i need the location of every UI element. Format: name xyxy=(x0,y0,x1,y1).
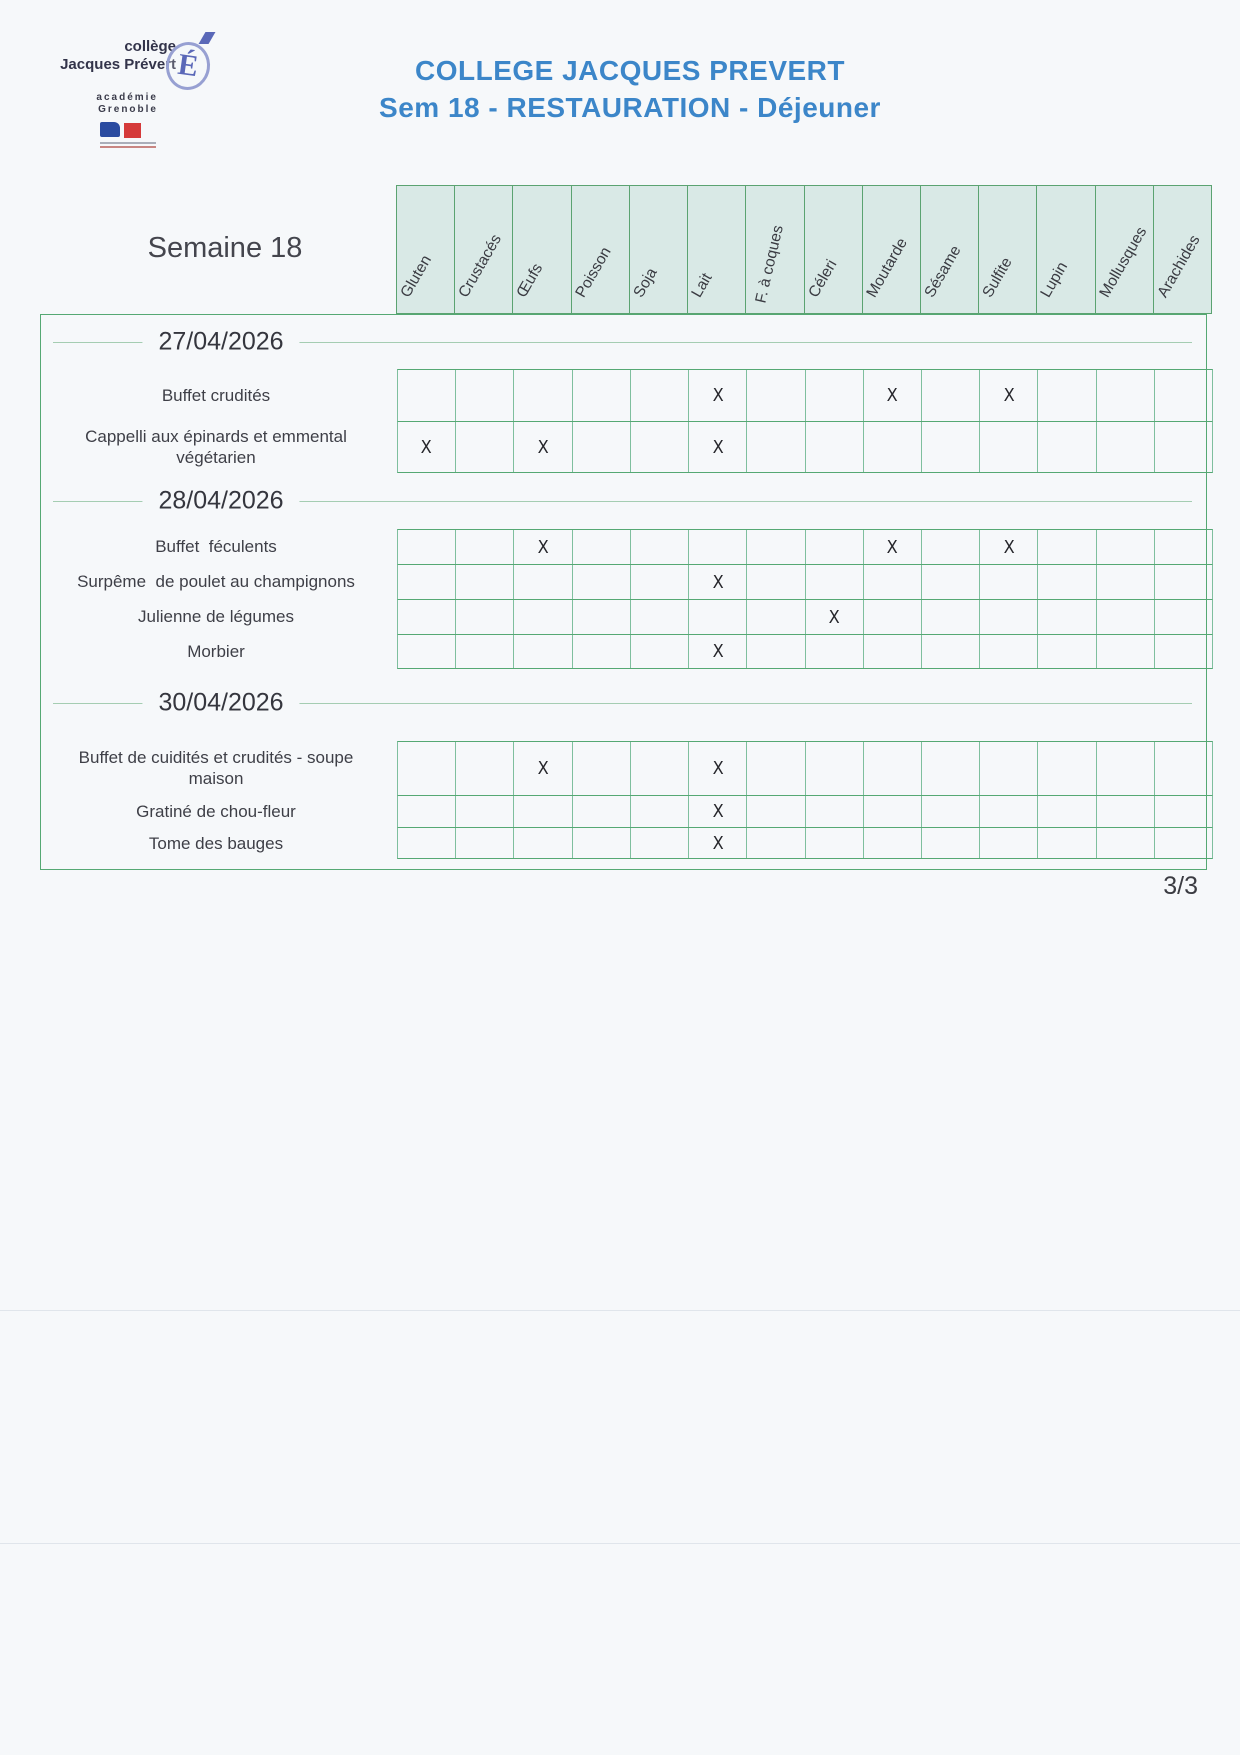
allergen-cell xyxy=(631,422,689,472)
allergen-cell xyxy=(864,635,922,668)
dish-label: Surpême de poulet au champignons xyxy=(77,572,355,591)
allergen-cell xyxy=(1097,796,1155,827)
allergen-label: Soja xyxy=(630,265,661,301)
allergen-cell xyxy=(573,600,631,634)
allergen-label: Gluten xyxy=(397,252,435,301)
allergen-cell xyxy=(573,796,631,827)
allergen-cell xyxy=(514,565,572,599)
allergen-cell xyxy=(1155,742,1212,795)
allergen-cell xyxy=(980,565,1038,599)
allergen-cell xyxy=(689,422,747,472)
allergen-cell xyxy=(689,530,747,564)
allergen-label: Moutarde xyxy=(863,235,911,301)
allergen-cell xyxy=(1097,530,1155,564)
allergen-cells xyxy=(397,369,1213,421)
allergen-cell xyxy=(573,422,631,472)
allergen-cell xyxy=(1038,796,1096,827)
allergen-cell xyxy=(456,742,514,795)
allergen-mark: X xyxy=(712,641,724,662)
allergen-cell xyxy=(514,600,572,634)
menu-row xyxy=(41,827,1206,859)
dish-label: Cappelli aux épinards et emmental végétarien xyxy=(85,427,352,467)
allergen-cell xyxy=(922,635,980,668)
allergen-label: Crustacés xyxy=(455,231,506,301)
allergen-label: Lupin xyxy=(1037,259,1072,301)
allergen-cell xyxy=(1155,530,1212,564)
allergen-header xyxy=(396,185,1212,314)
allergen-cell xyxy=(922,828,980,858)
menu-row xyxy=(41,421,1206,473)
allergen-cell xyxy=(1097,742,1155,795)
allergen-cell xyxy=(573,530,631,564)
allergen-cell xyxy=(631,530,689,564)
allergen-column-header xyxy=(572,186,630,313)
allergen-cells xyxy=(397,741,1213,795)
allergen-label: Poisson xyxy=(572,244,615,301)
allergen-mark: X xyxy=(421,436,433,458)
academie-emblem-icon: É xyxy=(163,39,213,93)
school-logo xyxy=(38,30,218,150)
allergen-column-header xyxy=(397,186,455,313)
week-label: Semaine 18 xyxy=(147,232,303,264)
flag-blue-icon xyxy=(100,122,120,137)
allergen-cell xyxy=(631,796,689,827)
allergen-label: Sulfite xyxy=(979,254,1016,301)
allergen-cell xyxy=(980,422,1038,472)
allergen-cell xyxy=(864,370,922,421)
allergen-cell xyxy=(922,422,980,472)
allergen-cell xyxy=(747,796,805,827)
allergen-mark: X xyxy=(537,758,549,779)
allergen-column-header xyxy=(746,186,804,313)
french-flag-icon xyxy=(100,122,146,138)
dish-label: Julienne de légumes xyxy=(138,607,294,626)
allergen-cell xyxy=(864,422,922,472)
allergen-cells xyxy=(397,634,1213,669)
dish-label: Gratiné de chou-fleur xyxy=(136,801,296,821)
menu-row xyxy=(41,634,1206,669)
allergen-mark: X xyxy=(712,436,724,458)
allergen-cell xyxy=(689,565,747,599)
allergen-cell xyxy=(689,635,747,668)
allergen-cell xyxy=(1155,796,1212,827)
allergen-cell xyxy=(1038,565,1096,599)
allergen-cell xyxy=(747,530,805,564)
allergen-mark: X xyxy=(1003,536,1015,558)
allergen-cell xyxy=(1155,828,1212,858)
allergen-cell xyxy=(1155,422,1212,472)
allergen-cell xyxy=(747,565,805,599)
allergen-cell xyxy=(1097,565,1155,599)
allergen-cell xyxy=(398,742,456,795)
allergen-cell xyxy=(1038,828,1096,858)
allergen-cell xyxy=(456,796,514,827)
allergen-cell xyxy=(514,828,572,858)
allergen-mark: X xyxy=(1003,385,1015,406)
allergen-cell xyxy=(864,828,922,858)
allergen-column-header xyxy=(630,186,688,313)
allergen-cell xyxy=(1097,828,1155,858)
allergen-cell xyxy=(631,828,689,858)
menu-row xyxy=(41,795,1206,827)
allergen-cell xyxy=(806,565,864,599)
allergen-cell xyxy=(456,422,514,472)
allergen-cell xyxy=(398,796,456,827)
menu-row xyxy=(41,599,1206,634)
academie-label xyxy=(96,92,158,116)
allergen-cell xyxy=(514,422,572,472)
date-heading: 30/04/2026 xyxy=(142,689,299,718)
allergen-cells xyxy=(397,564,1213,599)
allergen-cell xyxy=(573,565,631,599)
allergen-cell xyxy=(456,530,514,564)
allergen-cell xyxy=(1097,370,1155,421)
allergen-column-header xyxy=(1096,186,1154,313)
allergen-cell xyxy=(573,742,631,795)
allergen-cell xyxy=(689,600,747,634)
allergen-mark: X xyxy=(537,536,549,558)
allergen-cell xyxy=(514,370,572,421)
allergen-mark: X xyxy=(886,536,898,558)
allergen-column-header xyxy=(863,186,921,313)
allergen-cell xyxy=(922,796,980,827)
allergen-cell xyxy=(514,742,572,795)
allergen-cell xyxy=(1155,635,1212,668)
allergen-column-header xyxy=(805,186,863,313)
allergen-cell xyxy=(1038,742,1096,795)
allergen-mark: X xyxy=(712,758,724,779)
allergen-cell xyxy=(631,635,689,668)
allergen-cell xyxy=(1155,370,1212,421)
allergen-cell xyxy=(689,742,747,795)
allergen-cell xyxy=(514,796,572,827)
allergen-cell xyxy=(398,370,456,421)
allergen-cell xyxy=(747,828,805,858)
allergen-cell xyxy=(747,600,805,634)
allergen-column-header xyxy=(688,186,746,313)
menu-table xyxy=(40,314,1207,870)
allergen-label: F. à coques xyxy=(752,223,788,305)
allergen-cell xyxy=(1097,422,1155,472)
allergen-cell xyxy=(631,742,689,795)
document-title: COLLEGE JACQUES PREVERT xyxy=(414,55,845,86)
date-heading: 27/04/2026 xyxy=(142,328,299,357)
school-name-line2: Jacques Prévert xyxy=(60,56,176,73)
allergen-cell xyxy=(747,635,805,668)
allergen-cell xyxy=(689,796,747,827)
allergen-cell xyxy=(1097,600,1155,634)
allergen-cell xyxy=(922,742,980,795)
allergen-cell xyxy=(864,600,922,634)
allergen-cell xyxy=(573,635,631,668)
scan-artifact-line xyxy=(0,1543,1240,1544)
allergen-cell xyxy=(864,565,922,599)
allergen-cell xyxy=(1038,370,1096,421)
allergen-cell xyxy=(980,530,1038,564)
allergen-cell xyxy=(806,796,864,827)
allergen-cell xyxy=(689,370,747,421)
allergen-column-header xyxy=(513,186,571,313)
allergen-cell xyxy=(1155,565,1212,599)
allergen-label: Céleri xyxy=(804,256,840,301)
academie-word: académie xyxy=(96,92,158,103)
allergen-cell xyxy=(631,600,689,634)
allergen-cell xyxy=(922,530,980,564)
allergen-cell xyxy=(864,796,922,827)
allergen-cell xyxy=(398,530,456,564)
allergen-cell xyxy=(922,370,980,421)
allergen-cell xyxy=(398,565,456,599)
school-name xyxy=(60,38,176,74)
allergen-cell xyxy=(980,635,1038,668)
allergen-cell xyxy=(747,422,805,472)
allergen-cell xyxy=(922,565,980,599)
allergen-cell xyxy=(980,742,1038,795)
allergen-label: Œufs xyxy=(513,260,547,301)
allergen-cell xyxy=(747,742,805,795)
allergen-cell xyxy=(1155,600,1212,634)
allergen-cells xyxy=(397,827,1213,859)
allergen-cell xyxy=(1038,600,1096,634)
allergen-column-header xyxy=(979,186,1037,313)
document-subtitle: Sem 18 - RESTAURATION - Déjeuner xyxy=(379,92,881,123)
allergen-label: Mollusques xyxy=(1096,224,1150,301)
allergen-cell xyxy=(864,742,922,795)
dish-label: Buffet de cuidités et crudités - soupe maison xyxy=(78,748,359,788)
allergen-cell xyxy=(1038,635,1096,668)
dish-label: Morbier xyxy=(187,642,245,661)
allergen-cells xyxy=(397,529,1213,564)
allergen-cell xyxy=(398,635,456,668)
allergen-cell xyxy=(398,422,456,472)
allergen-cell xyxy=(980,370,1038,421)
allergen-mark: X xyxy=(712,385,724,406)
menu-row xyxy=(41,369,1206,421)
allergen-cell xyxy=(398,600,456,634)
allergen-cell xyxy=(747,370,805,421)
allergen-cell xyxy=(980,828,1038,858)
allergen-cell xyxy=(689,828,747,858)
menu-row xyxy=(41,741,1206,795)
academie-accent-icon xyxy=(199,32,216,44)
section-grid xyxy=(41,529,1206,669)
allergen-label: Sésame xyxy=(921,242,965,301)
allergen-cell xyxy=(806,635,864,668)
menu-row xyxy=(41,529,1206,564)
allergen-cell xyxy=(573,370,631,421)
allergen-cell xyxy=(456,565,514,599)
allergen-cell xyxy=(1038,530,1096,564)
dish-label: Tome des bauges xyxy=(148,833,284,853)
dish-label: Buffet crudités xyxy=(161,385,271,405)
allergen-cell xyxy=(514,530,572,564)
allergen-label: Lait xyxy=(688,270,716,301)
allergen-column-header xyxy=(455,186,513,313)
allergen-mark: X xyxy=(886,385,898,406)
allergen-label: Arachides xyxy=(1154,232,1204,301)
section-grid xyxy=(41,741,1206,859)
allergen-cell xyxy=(980,600,1038,634)
allergen-cell xyxy=(631,370,689,421)
allergen-mark: X xyxy=(712,832,724,854)
allergen-cells xyxy=(397,795,1213,827)
allergen-cell xyxy=(1097,635,1155,668)
scan-artifact-line xyxy=(0,1310,1240,1311)
allergen-cell xyxy=(806,370,864,421)
allergen-cell xyxy=(456,370,514,421)
allergen-cells xyxy=(397,421,1213,473)
allergen-cell xyxy=(864,530,922,564)
date-heading: 28/04/2026 xyxy=(142,487,299,516)
allergen-cell xyxy=(1038,422,1096,472)
section-grid xyxy=(41,369,1206,473)
allergen-cell xyxy=(456,828,514,858)
allergen-column-header xyxy=(1037,186,1095,313)
allergen-cell xyxy=(806,600,864,634)
allergen-cell xyxy=(631,565,689,599)
allergen-cell xyxy=(806,742,864,795)
allergen-cell xyxy=(456,635,514,668)
allergen-cell xyxy=(514,635,572,668)
allergen-cell xyxy=(398,828,456,858)
allergen-mark: X xyxy=(828,606,840,628)
allergen-cell xyxy=(456,600,514,634)
allergen-cell xyxy=(806,422,864,472)
academie-city: Grenoble xyxy=(98,104,158,115)
allergen-cell xyxy=(573,828,631,858)
allergen-column-header xyxy=(1154,186,1211,313)
flag-red-icon xyxy=(124,123,141,138)
allergen-cell xyxy=(806,530,864,564)
allergen-cell xyxy=(922,600,980,634)
allergen-mark: X xyxy=(712,801,724,822)
allergen-mark: X xyxy=(537,436,549,458)
logo-fineprint xyxy=(100,142,156,150)
allergen-column-header xyxy=(921,186,979,313)
menu-row xyxy=(41,564,1206,599)
allergen-mark: X xyxy=(712,571,724,593)
page-number: 3/3 xyxy=(1163,872,1198,900)
allergen-cells xyxy=(397,599,1213,634)
school-name-line1: collège xyxy=(124,38,176,55)
dish-label: Buffet féculents xyxy=(155,537,277,556)
allergen-cell xyxy=(980,796,1038,827)
allergen-cell xyxy=(806,828,864,858)
